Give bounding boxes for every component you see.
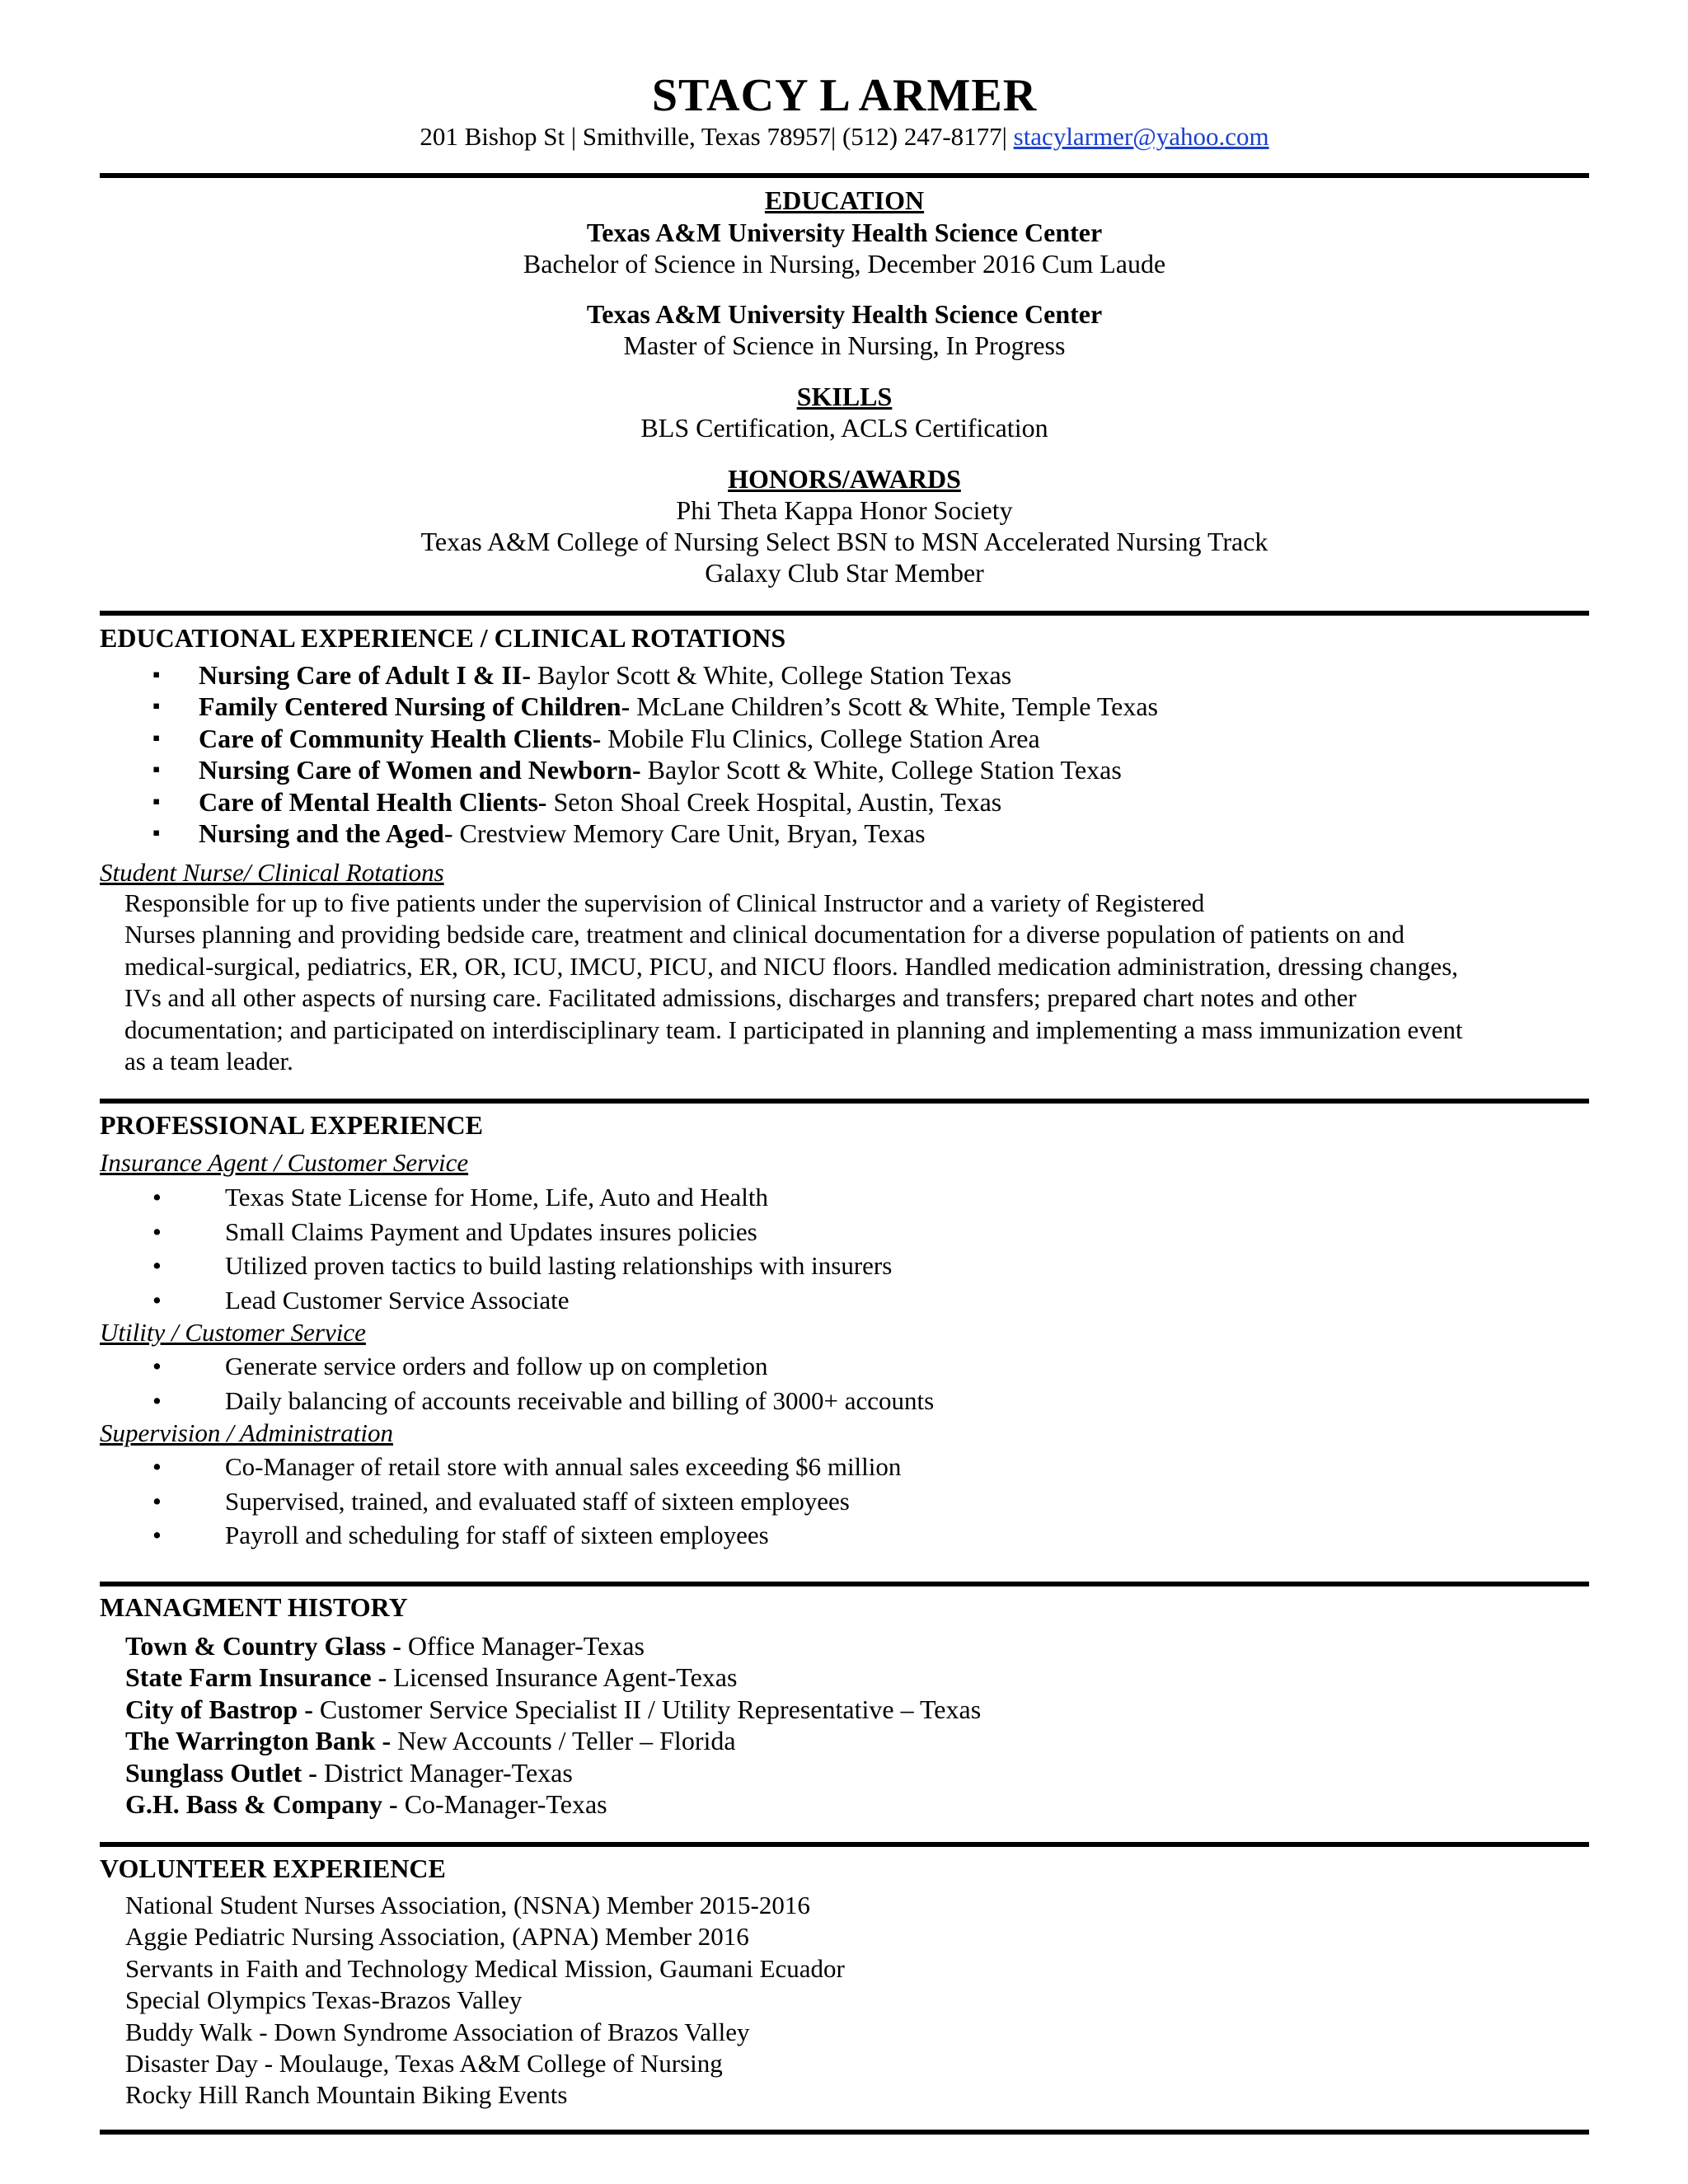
education-degree: Master of Science in Nursing, In Progress bbox=[623, 330, 1066, 360]
education-heading: EDUCATION bbox=[764, 185, 925, 215]
divider bbox=[100, 1099, 1589, 1104]
list-item: ▪ Family Centered Nursing of Children- McLane Children’s Scott & White, Temple Texas bbox=[152, 691, 1158, 722]
education-school: Texas A&M University Health Science Center bbox=[586, 218, 1103, 247]
list-item: ▪ Care of Community Health Clients- Mobile Flu Clinics, College Station Area bbox=[152, 723, 1158, 754]
list-item: ▪ Nursing Care of Adult I & II- Baylor Scott & White, College Station Texas bbox=[152, 659, 1158, 691]
list-item: National Student Nurses Association, (NSNA) Member 2015-2016 bbox=[125, 1891, 810, 1919]
education-degree: Bachelor of Science in Nursing, December 2016 Cum Laude bbox=[523, 249, 1166, 279]
management-list bbox=[125, 1630, 981, 1820]
honor-item: Galaxy Club Star Member bbox=[705, 558, 984, 588]
role-title: Insurance Agent / Customer Service bbox=[100, 1148, 469, 1177]
list-item: • Lead Customer Service Associate bbox=[152, 1283, 892, 1318]
education-school: Texas A&M University Health Science Center bbox=[586, 299, 1103, 329]
role-bullets bbox=[152, 1180, 892, 1317]
list-item: City of Bastrop - Customer Service Specialist II / Utility Representative – Texas bbox=[125, 1694, 982, 1724]
list-item: Rocky Hill Ranch Mountain Biking Events bbox=[125, 2080, 568, 2110]
list-item: Town & Country Glass - Office Manager-Texas bbox=[125, 1631, 645, 1661]
clinical-description: Responsible for up to five patients under the supervision of Clinical Instructor and a variety of Registered Nurses planning and providing bedside care, treatment and clinical documentation for a diverse population of patients on and medical-surgical, pediatrics, ER, OR, ICU, IMCU, PICU, and NICU floors. Handled medication administration, dressing changes, IVs and all other aspects of nursing care. Facilitated admissions, discharges and transfers; prepared chart notes and other documentation; and participated on interdisciplinary team. I participated in planning and implementing a mass immunization event as a team leader. bbox=[124, 888, 1463, 1076]
list-item: Aggie Pediatric Nursing Association, (APNA) Member 2016 bbox=[125, 1922, 749, 1952]
list-item: ▪ Care of Mental Health Clients- Seton Shoal Creek Hospital, Austin, Texas bbox=[152, 786, 1158, 818]
volunteer-list bbox=[125, 1890, 845, 2111]
honor-item: Texas A&M College of Nursing Select BSN to MSN Accelerated Nursing Track bbox=[420, 527, 1268, 556]
list-item: Special Olympics Texas-Brazos Valley bbox=[125, 1985, 523, 2015]
contact-line bbox=[100, 120, 1589, 154]
role-title: Student Nurse/ Clinical Rotations bbox=[100, 858, 444, 887]
divider bbox=[100, 173, 1589, 178]
skills-heading: SKILLS bbox=[796, 382, 893, 411]
list-item: • Supervised, trained, and evaluated staff of sixteen employees bbox=[152, 1484, 901, 1519]
role-bullets bbox=[152, 1349, 934, 1418]
list-item: Servants in Faith and Technology Medical Mission, Gaumani Ecuador bbox=[125, 1953, 845, 1983]
rotations-list bbox=[152, 659, 1158, 849]
divider bbox=[100, 1842, 1589, 1847]
honors-heading: HONORS/AWARDS bbox=[728, 464, 961, 494]
list-item: Sunglass Outlet - District Manager-Texas bbox=[125, 1757, 573, 1788]
list-item: • Generate service orders and follow up on completion bbox=[152, 1349, 934, 1384]
list-item: • Daily balancing of accounts receivable and billing of 3000+ accounts bbox=[152, 1384, 934, 1418]
divider bbox=[100, 2130, 1589, 2135]
list-item: Buddy Walk - Down Syndrome Association of Brazos Valley bbox=[125, 2017, 750, 2046]
candidate-name: STACY L ARMER bbox=[651, 70, 1038, 121]
divider bbox=[100, 1582, 1589, 1586]
list-item: The Warrington Bank - New Accounts / Teller – Florida bbox=[125, 1726, 736, 1756]
professional-heading: PROFESSIONAL EXPERIENCE bbox=[100, 1110, 483, 1140]
contact-text: 201 Bishop St | Smithville, Texas 78957| (512) 247-8177| bbox=[420, 122, 1014, 151]
list-item: State Farm Insurance - Licensed Insurance Agent-Texas bbox=[125, 1662, 738, 1693]
skills-text: BLS Certification, ACLS Certification bbox=[640, 413, 1048, 443]
role-bullets bbox=[152, 1450, 901, 1553]
list-item: Disaster Day - Moulauge, Texas A&M College of Nursing bbox=[125, 2049, 723, 2079]
list-item: G.H. Bass & Company - Co-Manager-Texas bbox=[125, 1789, 607, 1820]
email-link[interactable]: stacylarmer@yahoo.com bbox=[1013, 122, 1269, 151]
volunteer-heading: VOLUNTEER EXPERIENCE bbox=[100, 1854, 446, 1883]
role-title: Utility / Customer Service bbox=[100, 1318, 366, 1347]
divider bbox=[100, 611, 1589, 616]
list-item: • Payroll and scheduling for staff of sixteen employees bbox=[152, 1518, 901, 1553]
list-item: • Texas State License for Home, Life, Auto and Health bbox=[152, 1180, 892, 1215]
list-item: • Small Claims Payment and Updates insures policies bbox=[152, 1215, 892, 1249]
list-item: ▪ Nursing Care of Women and Newborn- Baylor Scott & White, College Station Texas bbox=[152, 754, 1158, 785]
role-title: Supervision / Administration bbox=[100, 1418, 393, 1447]
list-item: • Co-Manager of retail store with annual sales exceeding $6 million bbox=[152, 1450, 901, 1484]
list-item: • Utilized proven tactics to build lasting relationships with insurers bbox=[152, 1249, 892, 1283]
management-heading: MANAGMENT HISTORY bbox=[100, 1592, 408, 1622]
list-item: ▪ Nursing and the Aged- Crestview Memory Care Unit, Bryan, Texas bbox=[152, 818, 1158, 849]
clinical-heading: EDUCATIONAL EXPERIENCE / CLINICAL ROTATIONS bbox=[100, 623, 786, 653]
honor-item: Phi Theta Kappa Honor Society bbox=[676, 495, 1013, 525]
